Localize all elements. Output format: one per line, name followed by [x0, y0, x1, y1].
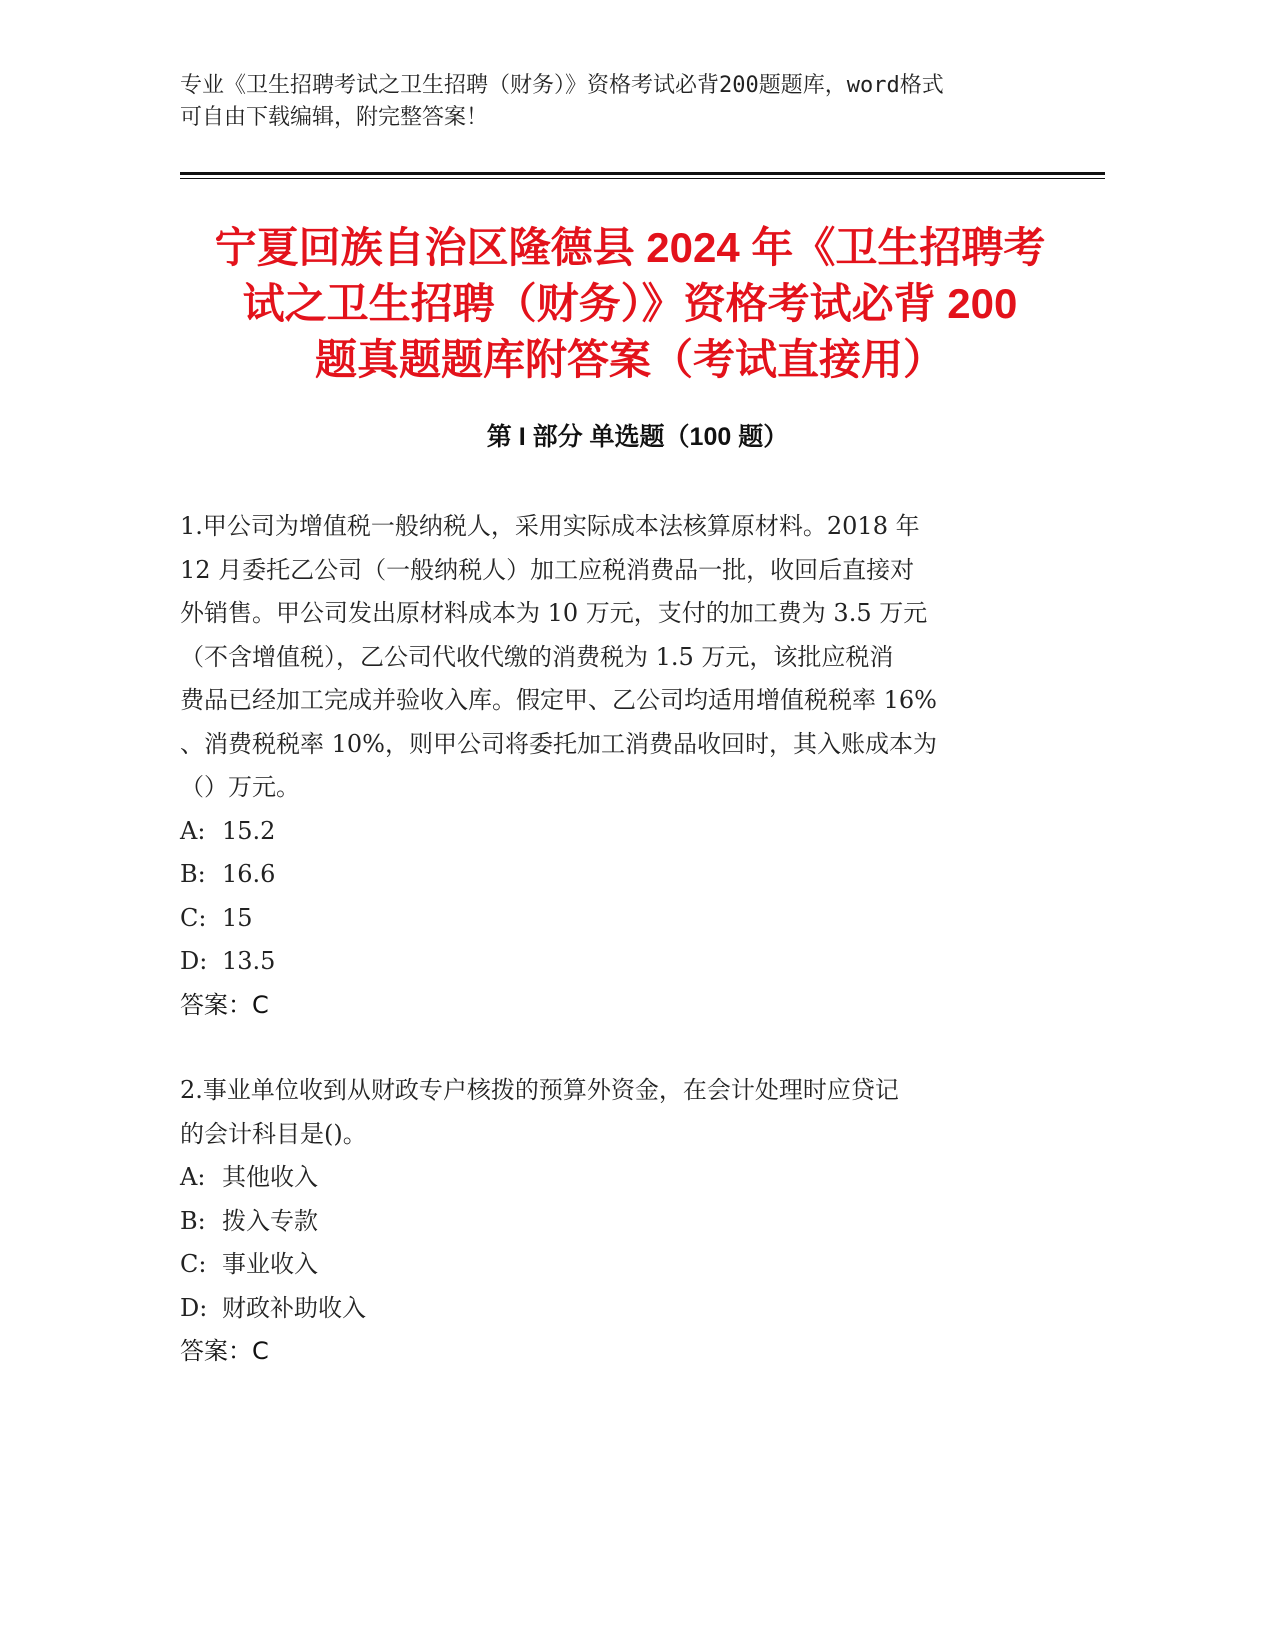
intro-line: 可自由下载编辑，附完整答案！ — [180, 105, 489, 130]
option-text: 16.6 — [222, 860, 276, 888]
option-c — [180, 897, 1040, 941]
option-text: 财政补助收入 — [222, 1293, 366, 1322]
option-text: 拨入专款 — [222, 1206, 318, 1235]
option-d — [180, 940, 1040, 984]
intro-text — [180, 70, 1070, 134]
question-line: 的会计科目是()。 — [180, 1119, 367, 1148]
question-line: 外销售。甲公司发出原材料成本为 10 万元，支付的加工费为 3.5 万元 — [180, 599, 928, 627]
option-text: 13.5 — [222, 947, 276, 975]
question-line: 2.事业单位收到从财政专户核拨的预算外资金，在会计处理时应贷记 — [180, 1076, 899, 1104]
option-text: 其他收入 — [222, 1163, 318, 1191]
option-b — [180, 853, 1040, 897]
option-b — [180, 1200, 1040, 1244]
title-line: 试之卫生招聘（财务）》资格考试必背 200 — [242, 280, 1018, 327]
option-key: A: — [180, 1163, 206, 1191]
section-title: 第 I 部分 单选题（100 题） — [486, 423, 789, 451]
option-text: 15.2 — [222, 816, 276, 845]
question-line: 1.甲公司为增值税一般纳税人，采用实际成本法核算原材料。2018 年 — [180, 512, 920, 540]
option-key: A: — [180, 816, 206, 845]
question-line: （）万元。 — [180, 773, 300, 801]
option-text: 15 — [222, 903, 253, 932]
option-key: C: — [180, 903, 207, 932]
question-line: 、消费税税率 10%，则甲公司将委托加工消费品收回时，其入账成本为 — [180, 729, 937, 758]
header-rule-thick — [180, 172, 1105, 175]
document-title — [150, 220, 1110, 388]
option-text: 事业收入 — [222, 1250, 318, 1278]
question-text — [180, 505, 1040, 810]
option-key: C: — [180, 1250, 207, 1278]
option-key: D: — [180, 947, 208, 975]
option-d — [180, 1287, 1040, 1331]
header-rule-thin — [180, 178, 1105, 179]
question-1 — [180, 505, 1040, 1027]
question-text — [180, 1069, 1040, 1156]
intro-line: 专业《卫生招聘考试之卫生招聘（财务）》资格考试必背200题题库，word格式 — [180, 73, 944, 98]
option-a — [180, 810, 1040, 854]
option-key: B: — [180, 860, 206, 888]
option-key: D: — [180, 1293, 208, 1322]
title-line: 宁夏回族自治区隆德县 2024 年《卫生招聘考 — [214, 224, 1046, 271]
answer-value: C — [252, 990, 269, 1019]
answer-line — [180, 984, 1040, 1028]
question-line: 费品已经加工完成并验收入库。假定甲、乙公司均适用增值税税率 16% — [180, 686, 937, 714]
answer-label: 答案： — [180, 1337, 252, 1365]
option-c — [180, 1243, 1040, 1287]
answer-label: 答案： — [180, 990, 252, 1019]
answer-value: C — [252, 1337, 269, 1365]
title-line: 题真题题库附答案（考试直接用） — [314, 336, 945, 383]
question-line: （不含增值税），乙公司代收代缴的消费税为 1.5 万元，该批应税消 — [180, 642, 894, 671]
question-2 — [180, 1069, 1040, 1374]
question-line: 12 月委托乙公司（一般纳税人）加工应税消费品一批，收回后直接对 — [180, 555, 915, 584]
option-key: B: — [180, 1206, 206, 1235]
answer-line — [180, 1330, 1040, 1374]
option-a — [180, 1156, 1040, 1200]
